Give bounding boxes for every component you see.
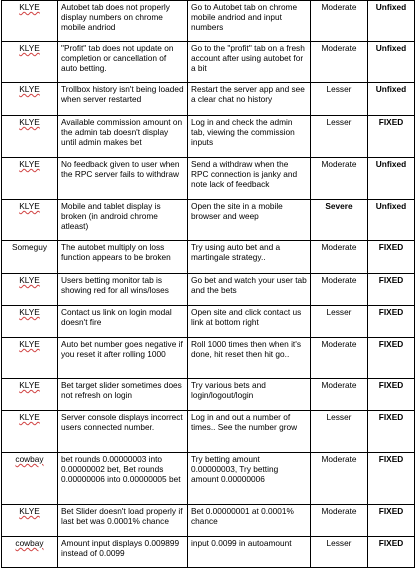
table-row (2, 379, 415, 411)
severity-cell: Moderate (311, 158, 368, 200)
status-cell: FIXED (368, 274, 415, 306)
severity-cell: Lesser (311, 116, 368, 158)
issue-cell: No feedback given to user when the RPC server fails to withdraw (58, 158, 188, 200)
reporter-cell (2, 411, 58, 453)
issue-cell: Contact us link on login modal doesn't fire (58, 306, 188, 338)
status-cell: FIXED (368, 537, 415, 568)
reporter-cell (2, 83, 58, 116)
issue-cell: Bet Slider doesn't load properly if last bet was 0.0001% chance (58, 505, 188, 537)
reporter-name: cowbay (15, 454, 44, 464)
status-cell: FIXED (368, 241, 415, 274)
severity-cell: Moderate (311, 274, 368, 306)
issue-cell: Amount input displays 0.009899 instead of 0.0099 (58, 537, 188, 568)
severity-cell: Moderate (311, 379, 368, 411)
table-row (2, 1, 415, 42)
reporter-name: KLYE (19, 275, 40, 285)
reporter-name: KLYE (19, 380, 40, 390)
reporter-cell (2, 338, 58, 379)
status-cell: FIXED (368, 379, 415, 411)
table-row (2, 274, 415, 306)
reporter-name: KLYE (19, 307, 40, 317)
status-cell: Unfixed (368, 158, 415, 200)
issue-cell: bet rounds 0.00000003 into 0.00000002 bet, Bet rounds 0.00000006 into 0.00000005 bet (58, 453, 188, 505)
steps-cell: Go bet and watch your user tab and the bets (188, 274, 311, 306)
steps-cell: Log in and out a number of times.. See the number grow (188, 411, 311, 453)
steps-cell: Try using auto bet and a martingale strategy.. (188, 241, 311, 274)
issue-cell: Auto bet number goes negative if you reset it after rolling 1000 (58, 338, 188, 379)
reporter-name: KLYE (19, 506, 40, 516)
reporter-name: cowbay (15, 538, 44, 548)
steps-cell: Bet 0.00000001 at 0.0001% chance (188, 505, 311, 537)
reporter-name: KLYE (19, 412, 40, 422)
issue-cell: Available commission amount on the admin tab doesn't display until admin makes bet (58, 116, 188, 158)
issue-cell: "Profit" tab does not update on completion or cancellation of auto betting. (58, 42, 188, 83)
steps-cell: Send a withdraw when the RPC connection is janky and note lack of feedback (188, 158, 311, 200)
status-cell: Unfixed (368, 83, 415, 116)
steps-cell: input 0.0099 in autoamount (188, 537, 311, 568)
reporter-name: KLYE (19, 159, 40, 169)
status-cell: FIXED (368, 338, 415, 379)
issue-cell: Autobet tab does not properly display numbers on chrome mobile andriod (58, 1, 188, 42)
steps-cell: Go to the "profit" tab on a fresh account after using autobet for a bit (188, 42, 311, 83)
severity-cell: Moderate (311, 42, 368, 83)
reporter-name: KLYE (19, 43, 40, 53)
status-cell: FIXED (368, 306, 415, 338)
severity-cell: Lesser (311, 537, 368, 568)
steps-cell: Open site and click contact us link at bottom right (188, 306, 311, 338)
issue-cell: Server console displays incorrect users connected number. (58, 411, 188, 453)
table-row (2, 306, 415, 338)
reporter-cell (2, 274, 58, 306)
severity-cell: Lesser (311, 83, 368, 116)
reporter-cell (2, 200, 58, 241)
status-cell: FIXED (368, 505, 415, 537)
table-row (2, 453, 415, 505)
reporter-name: KLYE (19, 201, 40, 211)
table-row (2, 411, 415, 453)
reporter-name: KLYE (19, 2, 40, 12)
issue-cell: Bet target slider sometimes does not refresh on login (58, 379, 188, 411)
severity-cell: Lesser (311, 411, 368, 453)
reporter-cell (2, 42, 58, 83)
steps-cell: Roll 1000 times then when it's done, hit reset then hit go.. (188, 338, 311, 379)
severity-cell: Lesser (311, 306, 368, 338)
table-row (2, 116, 415, 158)
reporter-cell (2, 306, 58, 338)
severity-cell: Severe (311, 200, 368, 241)
reporter-name: KLYE (19, 117, 40, 127)
severity-cell: Moderate (311, 338, 368, 379)
table-row (2, 338, 415, 379)
status-cell: FIXED (368, 116, 415, 158)
table-row (2, 241, 415, 274)
status-cell: FIXED (368, 453, 415, 505)
status-cell: Unfixed (368, 1, 415, 42)
table-row (2, 158, 415, 200)
reporter-cell (2, 116, 58, 158)
reporter-cell (2, 158, 58, 200)
status-cell: FIXED (368, 411, 415, 453)
steps-cell: Try betting amount 0.00000003, Try betting amount 0.00000006 (188, 453, 311, 505)
reporter-cell (2, 505, 58, 537)
reporter-cell (2, 379, 58, 411)
reporter-cell (2, 1, 58, 42)
table-row (2, 505, 415, 537)
steps-cell: Restart the server app and see a clear chat no history (188, 83, 311, 116)
steps-cell: Log in and check the admin tab, viewing the commission inputs (188, 116, 311, 158)
severity-cell: Moderate (311, 505, 368, 537)
reporter-cell (2, 537, 58, 568)
steps-cell: Try various bets and login/logout/login (188, 379, 311, 411)
table-row (2, 42, 415, 83)
issue-cell: The autobet multiply on loss function appears to be broken (58, 241, 188, 274)
reporter-cell (2, 453, 58, 505)
table-row (2, 83, 415, 116)
reporter-name: KLYE (19, 339, 40, 349)
table-row (2, 200, 415, 241)
steps-cell: Go to Autobet tab on chrome mobile andriod and input numbers (188, 1, 311, 42)
reporter-cell (2, 241, 58, 274)
bug-tracker-table (1, 0, 415, 568)
severity-cell: Moderate (311, 1, 368, 42)
table-row (2, 537, 415, 568)
steps-cell: Open the site in a mobile browser and weep (188, 200, 311, 241)
issue-cell: Users betting monitor tab is showing red for all wins/loses (58, 274, 188, 306)
status-cell: Unfixed (368, 42, 415, 83)
issue-cell: Mobile and tablet display is broken (in android chrome atleast) (58, 200, 188, 241)
severity-cell: Moderate (311, 241, 368, 274)
severity-cell: Moderate (311, 453, 368, 505)
reporter-name: Someguy (11, 242, 48, 252)
issue-cell: Trollbox history isn't being loaded when server restarted (58, 83, 188, 116)
status-cell: Unfixed (368, 200, 415, 241)
reporter-name: KLYE (19, 84, 40, 94)
